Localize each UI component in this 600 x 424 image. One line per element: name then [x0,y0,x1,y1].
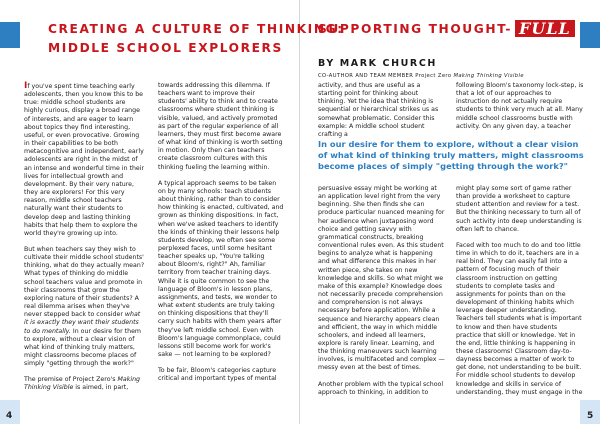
paragraph [24,376,146,392]
right-title-text: SUPPORTING THOUGHT- [318,22,512,36]
paragraph-text: f you've spent time teaching early adolescents, then you know this to be true: middle school students are highly curious, display a broad range of interests, and are eager to learn about topics they find interesting, useful, or even provocative. Growing in their capabilities to be both metacognitive and independent, early adolescents are right in the midst of an intense and wonderful time in their lives for intellectual growth and development. By their very nature, they are explorers! For this very reason, middle school teachers naturally want their students to develop deep and lasting thinking habits that help them to explore the world they're growing up into. [24,83,145,237]
author-byline: BY MARK CHURCH [318,58,437,69]
right-top-column-1 [318,82,446,147]
left-title-line1: CREATING A CULTURE OF THINKING: [48,22,344,36]
paragraph: activity, and thus are useful as a starting point for thinking about thinking. Yet the idea that thinking is sequential or hierarchical strikes us as somewhat problematic. Consider this example: A middle school student crafting a [318,82,439,138]
paragraph [24,246,146,368]
left-page-title [48,20,344,58]
role-text: CO-AUTHOR AND TEAM MEMBER Project Zero [318,73,454,79]
paragraph: persuasive essay might be working at an application level right from the very beginning. She then finds she can produce particular nuanced meaning for her audience when juxtaposing word choice and getting savvy with grammatical constructs, breaking conventional rules even. As this student begins to analyze what is happening and what difference this makes in her written piece, she takes on new knowledge and skills. So what might we make of this example? Knowledge does not necessarily precede comprehension and comprehension is not always necessary before application. While a sequence and hierarchy appears clean and efficient, the way in which middle schoolers, and indeed all learners, explore is rarely linear. Learning, and the thinking maneuvers such learning involves, is multifaceted and complex — messy even at the best of times. [318,185,445,372]
left-column-1 [24,82,146,401]
paragraph: towards addressing this dilemma. If teachers want to improve their students' ability to think and to create classrooms where student thinking is visible, valued, and actively promoted as part of the regular experience of all learners, they must first become aware of what kind of thinking is worth setting in motion. Only then can teachers create classroom cultures with this thinking fueling the learning within. [158,82,283,171]
emphasis-text: what it is exactly they want their students to do mentally. [24,311,141,335]
right-column-2 [456,185,584,405]
paragraph: following Bloom's taxonomy lock-step, is that a lot of our approaches to instruction do not actually require students to think very much at all. Many middle school classrooms bustle with activity. On any given day, a teacher [456,82,584,130]
right-column-1 [318,185,446,405]
paragraph-text: is aimed, in part, [73,384,129,392]
role-emphasis: Making Thinking Visible [453,73,524,79]
left-title-line2: MIDDLE SCHOOL EXPLORERS [48,41,283,55]
right-page-number: 5 [587,411,594,421]
title-badge: FULL [515,20,575,37]
drop-cap: I [24,81,28,91]
right-blue-tab [580,22,600,48]
page-gutter [299,0,300,424]
paragraph-text: But when teachers say they wish to cultivate their middle school students' thinking, what do they actually mean? What types of thinking do middle school teachers value and promote in their classrooms that grow the exploring nature of their students? A real dilemma arises when they've never stepped back to consider [24,245,145,319]
left-page-number: 4 [6,411,13,421]
author-role [318,73,524,79]
paragraph-text: In our desire for them to explore, without a clear vision of what kind of thinking truly matters, might classrooms become places of simply "getting through the work?" [24,327,142,368]
paragraph: Another problem with the typical school approach to thinking, in addition to [318,380,444,396]
paragraph: might play some sort of game rather than provide a worksheet to capture student attention and review for a test. But the thinking necessary to turn all of such activity into deep understanding is often left to chance. [456,185,582,233]
pull-quote: In our desire for them to explore, without a clear vision of what kind of thinking truly matters, might classrooms become places of simply "getting through the work?" [318,139,584,171]
paragraph: To be fair, Bloom's categories capture critical and important types of mental [158,367,277,383]
emphasis-text: Making Thinking Visible [24,376,141,392]
left-blue-tab [0,22,20,48]
paragraph-text: The premise of Project Zero's [24,376,118,384]
paragraph [24,82,146,238]
right-top-column-2 [456,82,584,139]
paragraph: A typical approach seems to be taken on by many schools: teach students about thinking, rather than to consider how thinking is enacted, cultivated, and grown as thinking dispositions. In fact, when we've asked teachers to identify the kinds of thinking their lessons help students develop, we often see some perplexed faces, until some hesitant teacher speaks up, "You're talking about Bloom's, right?" Ah, familiar territory from teacher training days. While it is quite common to see the language of Bloom's in lesson plans, assignments, and tests, we wonder to what extent students are truly taking on thinking dispositions that they'll carry such habits with them years after they've left middle school. Even with Bloom's language commonplace, could lessons still become work for work's sake — not learning to be explored? [158,179,284,358]
right-page-title [318,20,575,39]
paragraph: Faced with too much to do and too little time in which to do it, teachers are in a real bind. They can easily fall into a pattern of focusing much of their classroom instruction on getting students to complete tasks and assignments for points than on the development of thinking habits which leverage deeper understanding. Teachers tell students what is important to know and then have students practice that skill or knowledge. Yet in the end, little thinking is happening in these classrooms! Classroom day-to-dayness becomes a matter of work to get done, not understanding to be built. For middle school students to develop knowledge and skills in service of understanding, they must engage in the [456,241,583,396]
left-column-2 [158,82,284,391]
